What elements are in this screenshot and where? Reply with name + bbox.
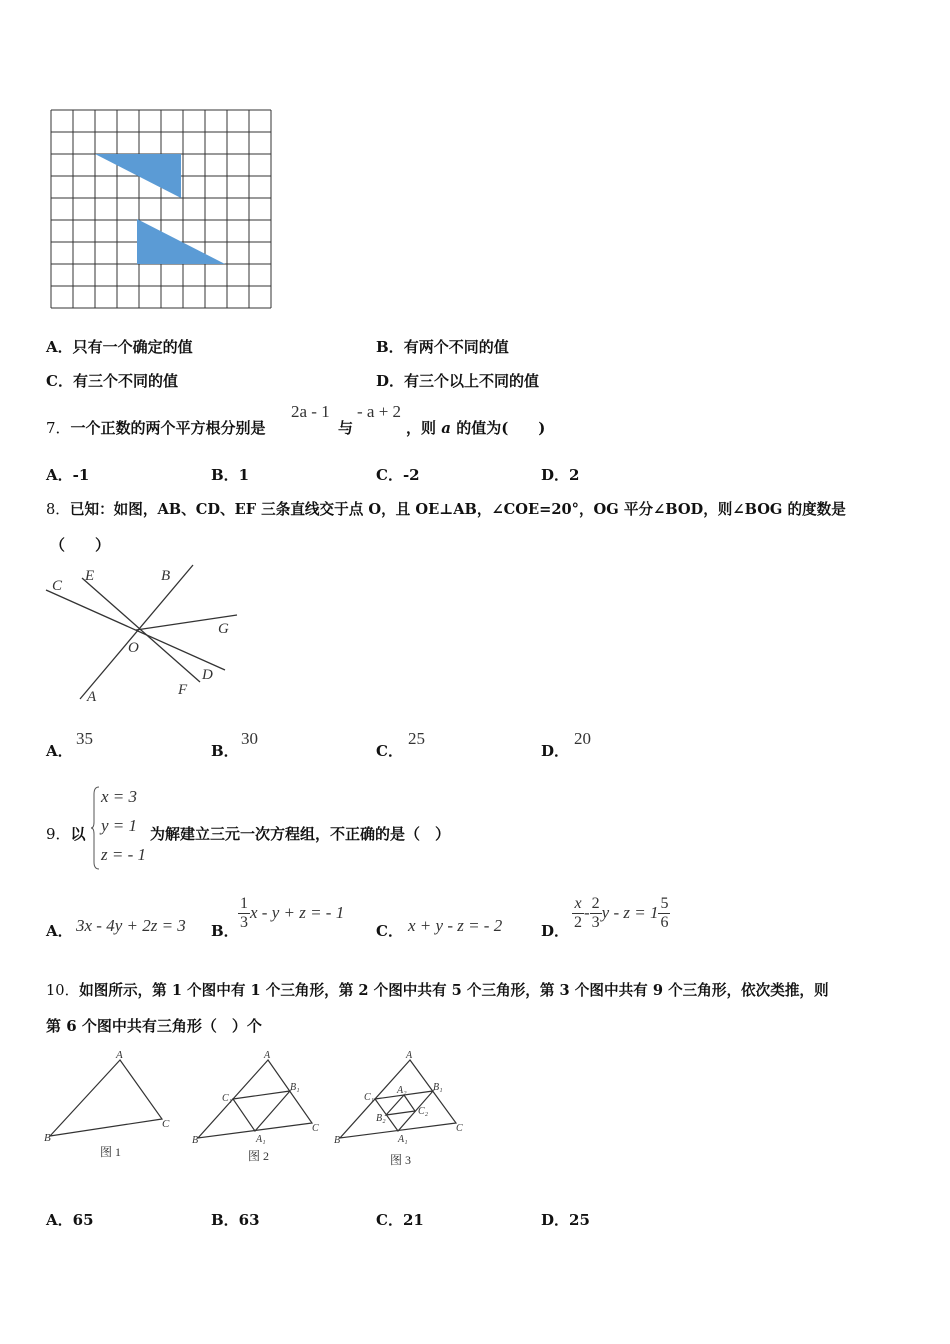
- label-g: G: [218, 621, 229, 637]
- denominator: 3: [591, 914, 600, 931]
- q9-option-c-expr: x + y - z = - 2: [408, 916, 503, 935]
- option-letter: A．: [46, 922, 73, 940]
- label-b1: B₁: [433, 1082, 443, 1093]
- q7-expr2: - a + 2: [357, 402, 402, 421]
- q7-text-before: 一个正数的两个平方根分别是: [70, 419, 266, 437]
- option-text: 有两个不同的值: [403, 338, 509, 356]
- q10-option-b[interactable]: B．63: [211, 1211, 260, 1229]
- option-text: 有三个以上不同的值: [404, 372, 540, 390]
- system-eq-2: y = 1: [101, 816, 138, 835]
- option-letter: B．: [376, 338, 404, 356]
- question-number: 8．: [46, 501, 70, 518]
- q10-stem-line2: 第 6 个图中共有三角形（ ）个: [46, 1017, 262, 1035]
- triangle-abc: [340, 1060, 456, 1138]
- minus-sign: -: [584, 903, 590, 922]
- triangle-a1b1c1: [233, 1091, 290, 1131]
- label-a1: A₁: [256, 1134, 266, 1145]
- q8-option-b[interactable]: [211, 740, 239, 761]
- q7-variable: a: [441, 419, 451, 437]
- line-ef: [82, 578, 200, 682]
- caption-fig-1: 图 1: [100, 1145, 122, 1159]
- q9-prefix-text: 以: [70, 825, 86, 843]
- caption-fig-3: 图 3: [390, 1153, 412, 1167]
- label-d: D: [202, 667, 213, 683]
- q6-option-d[interactable]: [376, 370, 539, 391]
- q7-option-d[interactable]: D．2: [541, 466, 580, 484]
- q7-option-c[interactable]: C．-2: [376, 466, 420, 484]
- label-a: A: [116, 1049, 123, 1061]
- q9-option-b-math: [238, 895, 344, 932]
- option-text: 只有一个确定的值: [72, 338, 193, 356]
- label-c: C: [52, 578, 63, 594]
- label-c: C: [312, 1123, 319, 1134]
- question-number: 10．: [46, 982, 80, 999]
- q7-stem: [46, 417, 266, 438]
- label-c: C: [162, 1118, 170, 1130]
- option-letter: A．: [46, 338, 73, 356]
- option-text: 有三个不同的值: [72, 372, 178, 390]
- label-b1: B₁: [290, 1082, 300, 1093]
- option-letter: C．: [46, 372, 73, 390]
- option-letter: B．: [211, 742, 239, 760]
- triangle-figure-3: [332, 1048, 472, 1172]
- label-c: C: [456, 1123, 463, 1134]
- q9-option-a-expr: 3x - 4y + 2z = 3: [76, 916, 186, 935]
- system-eq-1: x = 3: [101, 787, 138, 806]
- q9-text: 为解建立三元一次方程组，不正确的是（ ）: [150, 825, 451, 843]
- label-b: B: [334, 1135, 341, 1146]
- option-letter: A．: [46, 742, 73, 760]
- numerator: 1: [240, 895, 248, 912]
- grid-figure: [50, 109, 272, 309]
- q9-option-a[interactable]: [46, 920, 73, 941]
- q8-option-b-value: 30: [241, 729, 258, 748]
- caption-fig-2: 图 2: [248, 1149, 270, 1163]
- label-b: B: [161, 568, 171, 584]
- fraction: [590, 895, 602, 932]
- label-a: A: [406, 1050, 413, 1061]
- q10-option-a[interactable]: A．65: [46, 1211, 94, 1229]
- question-number: 9．: [46, 825, 71, 843]
- label-e: E: [85, 568, 95, 584]
- fraction: [238, 895, 250, 932]
- q10-option-d[interactable]: D．25: [541, 1211, 590, 1229]
- fraction: [572, 895, 584, 932]
- triangle-abc: [50, 1060, 162, 1136]
- q9-option-d-expr: y - z = 1: [601, 903, 659, 922]
- q9-option-b[interactable]: [211, 920, 239, 941]
- line-ab: [80, 565, 193, 699]
- denominator: 3: [240, 914, 248, 931]
- q8-option-c[interactable]: [376, 740, 403, 761]
- label-o: O: [128, 640, 139, 656]
- q10-option-c[interactable]: C．21: [376, 1211, 424, 1229]
- option-letter: D．: [376, 372, 405, 390]
- numerator: x: [572, 895, 584, 914]
- triangle-a2b2c2: [386, 1095, 415, 1115]
- option-letter: C．: [376, 742, 403, 760]
- q9-option-d-math: [572, 895, 670, 932]
- fraction: [658, 895, 670, 932]
- q8-option-a[interactable]: [46, 740, 73, 761]
- q6-option-b[interactable]: [376, 336, 509, 357]
- q8-option-d-value: 20: [574, 729, 591, 748]
- q7-text-after: [406, 417, 545, 438]
- q10-stem-line1: [46, 979, 829, 1000]
- label-b: B: [44, 1132, 51, 1144]
- triangle-abc: [198, 1060, 312, 1138]
- lines-figure: [44, 562, 244, 704]
- option-letter: C．: [376, 922, 403, 940]
- q7-text-mid: 与: [338, 419, 354, 437]
- system-brace: [90, 786, 100, 870]
- label-c1: C₁: [222, 1093, 233, 1104]
- q7-option-a[interactable]: A．-1: [46, 466, 90, 484]
- label-c1: C₁: [364, 1092, 375, 1103]
- label-a: A: [87, 689, 97, 704]
- q8-paren: （ ）: [50, 536, 111, 554]
- label-f: F: [178, 682, 188, 698]
- q7-expr1: 2a - 1: [291, 402, 330, 421]
- option-letter: D．: [541, 742, 570, 760]
- q8-option-c-value: 25: [408, 729, 425, 748]
- q9-option-d[interactable]: [541, 920, 569, 941]
- question-number: 7．: [46, 419, 71, 437]
- system-eq-3: z = - 1: [101, 845, 146, 864]
- label-c2: C₂: [418, 1106, 429, 1117]
- q9-option-b-expr: x - y + z = - 1: [250, 903, 345, 922]
- label-a: A: [264, 1050, 271, 1061]
- option-letter: D．: [541, 922, 570, 940]
- q7-option-b[interactable]: B．1: [211, 466, 250, 484]
- numerator: 5: [660, 895, 669, 912]
- option-letter: B．: [211, 922, 239, 940]
- label-b: B: [192, 1135, 199, 1146]
- q9-option-c[interactable]: [376, 920, 403, 941]
- label-a2: A₂: [397, 1085, 407, 1096]
- q7-text-after-2: 的值为( ): [450, 419, 546, 437]
- q8-text: 已知：如图，AB、CD、EF 三条直线交于点 O，且 OE⊥AB，∠COE=20°，OG 平分∠BOD，则∠BOG 的度数是: [69, 501, 846, 518]
- q8-stem: [46, 498, 846, 519]
- q6-option-a[interactable]: [46, 336, 193, 357]
- triangle-figure-1: [42, 1048, 177, 1164]
- denominator: 6: [660, 914, 669, 931]
- triangle-figure-2: [190, 1048, 330, 1168]
- q8-option-a-value: 35: [76, 729, 93, 748]
- line-cd: [46, 590, 225, 670]
- label-b2: B₂: [376, 1113, 386, 1124]
- q10-text-line1: 如图所示，第 1 个图中有 1 个三角形，第 2 个图中共有 5 个三角形，第 3 个图中共有 9 个三角形，依次类推，则: [79, 982, 829, 999]
- denominator: 2: [574, 914, 582, 931]
- q6-option-c[interactable]: [46, 370, 178, 391]
- numerator: 2: [591, 895, 600, 912]
- q9-prefix: [46, 823, 86, 844]
- q7-text-after-1: ，则: [406, 419, 442, 437]
- q8-option-d[interactable]: [541, 740, 569, 761]
- label-a1: A₁: [398, 1134, 408, 1145]
- grid-lines: [51, 110, 271, 308]
